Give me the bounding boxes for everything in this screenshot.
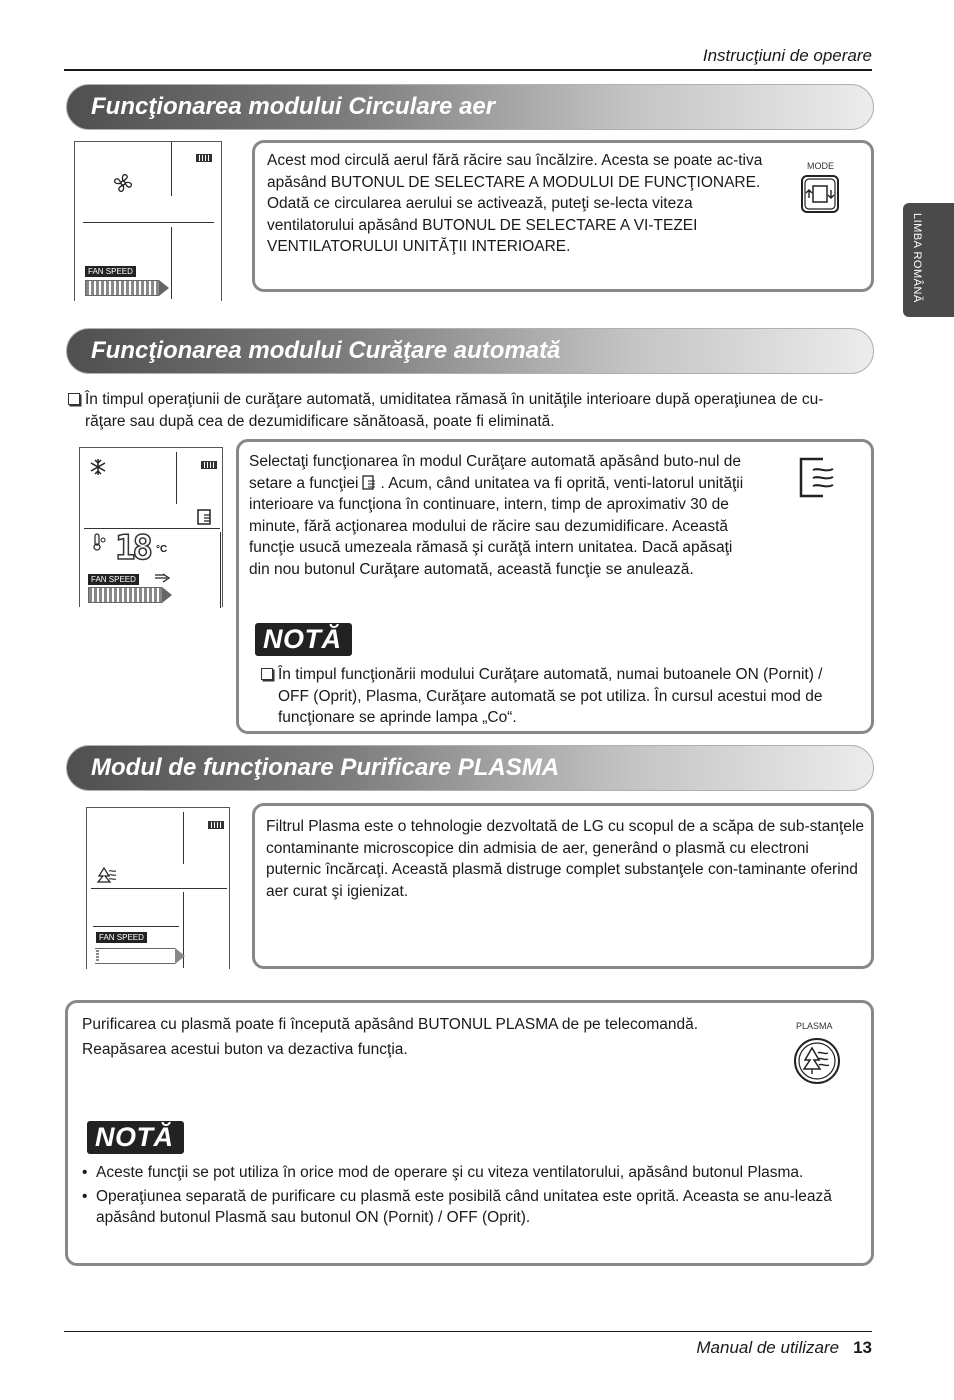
autoclean-intro: În timpul operaţiunii de curăţare automată, umiditatea rămasă în unităţile interioare după operaţiunea de cu-răţare sau după cea de dezumidificare sănătoasă, poate fi eliminată. (68, 389, 858, 432)
plasma-notes (82, 1162, 862, 1229)
mode-button-icon[interactable] (799, 173, 841, 215)
lcd-fan-speed-bar (88, 587, 162, 603)
checkbox-bullet-icon (261, 668, 273, 680)
lcd-fan-speed-label: FAN SPEED (96, 932, 147, 943)
thermometer-icon (92, 533, 106, 551)
auto-clean-icon (362, 475, 376, 491)
mode-button-label: MODE (807, 161, 834, 171)
footer-rule (64, 1331, 872, 1332)
circulate-description: Acest mod circulă aerul fără răcire sau încălzire. Acesta se poate ac-tiva apăsând BUTONUL DE SELECTARE A MODULUI DE FUNCŢIONARE. Odată ce circularea aerului se activează, puteţi se-lecta viteza ventilatorului apăsând BUTONUL DE SELECTARE A VI-TEZEI VENTILATORULUI UNITĂŢII INTERIOARE. (267, 152, 763, 255)
checkbox-bullet-icon (68, 393, 80, 405)
section-title-plasma: Modul de funcţionare Purificare PLASMA (91, 754, 560, 781)
remote-lcd-plasma (86, 807, 230, 969)
info-box-plasma (252, 803, 874, 969)
footer-manual-title: Manual de utilizare (696, 1338, 840, 1357)
section-title-bar-autoclean (66, 328, 874, 374)
plasma-icon (96, 866, 118, 884)
auto-clean-button-icon[interactable] (797, 456, 839, 500)
plasma-button-icon[interactable] (792, 1036, 842, 1086)
battery-icon (196, 154, 212, 162)
lcd-fan-speed-label: FAN SPEED (88, 574, 139, 585)
language-side-tab (903, 203, 954, 317)
swing-icon (88, 457, 108, 477)
remote-lcd-circulate (74, 141, 222, 301)
lcd-fan-speed-bar (85, 280, 159, 296)
plasma-button-instructions: Purificarea cu plasmă poate fi începută apăsând BUTONUL PLASMA de pe telecomandă. Reapăsarea acestui buton va dezactiva funcţia. (82, 1016, 699, 1058)
plasma-note-item: • Aceste funcţii se pot utiliza în orice mod de operare şi cu viteza ventilatorului, apăsând butonul Plasma. (82, 1164, 804, 1181)
auto-clean-icon (196, 508, 214, 526)
section-title-bar-circulate (66, 84, 874, 130)
note-badge-autoclean: NOTĂ (255, 623, 352, 656)
lcd-temperature-unit: °C (156, 544, 168, 555)
page-header-title: Instrucţiuni de operare (702, 46, 872, 65)
plasma-description: Filtrul Plasma este o tehnologie dezvoltată de LG cu scopul de a scăpa de sub-stanţele contaminante microscopice din admisia de aer, generând o plasmă cu electroni puternic încărcaţi. Această plasmă distruge complet substanţele con-taminante oferind aer curat şi igienizat. (266, 818, 864, 900)
header-rule (64, 69, 872, 71)
section-title-circulate: Funcţionarea modului Circulare aer (91, 93, 496, 120)
autoclean-note: În timpul funcţionării modului Curăţare automată, numai butoanele ON (Pornit) / OFF (Oprit), Plasma, Curăţare automată se pot utiliza. În cursul acestui mod de funcţionare se aprinde lampa „Co“. (261, 664, 851, 729)
plasma-button-label: PLASMA (796, 1021, 833, 1031)
fan-icon (112, 172, 134, 194)
remote-lcd-autoclean (79, 447, 223, 607)
plasma-note-item: • Operaţiunea separată de purificare cu plasmă este posibilă când unitatea este oprită. Aceasta se anu-lează apăsând butonul Plasmă sau butonul ON (Pornit) / OFF (Oprit). (82, 1187, 832, 1226)
note-badge-plasma: NOTĂ (87, 1121, 184, 1154)
section-title-autoclean: Funcţionarea modului Curăţare automată (91, 337, 561, 364)
lcd-temperature: 18 (115, 528, 150, 568)
page-footer (696, 1338, 872, 1358)
info-box-plasma-button (65, 1000, 874, 1266)
info-box-circulate (252, 140, 874, 292)
language-side-tab-label: LIMBA ROMÂNĂ (911, 213, 923, 303)
swing-arrow-icon (154, 572, 172, 584)
section-title-bar-plasma (66, 745, 874, 791)
page-number: 13 (853, 1338, 872, 1357)
autoclean-description: Selectaţi funcţionarea în modul Curăţare automată apăsând buto-nul de setare a funcţiei . Acum, când unitatea va fi oprită, venti-latorul unităţii interioare va funcţiona în continuare, intern, timp de aproximativ 30 de minute, fără acţionarea modului de răcire sau dezumidificare. Această funcţie usucă umezeala rămasă şi curăţă intern unitatea. Dacă apăsaţi din nou butonul Curăţare automată, această funcţie se anulează. (249, 453, 744, 578)
lcd-fan-speed-label: FAN SPEED (85, 266, 136, 277)
info-box-autoclean (236, 439, 874, 734)
